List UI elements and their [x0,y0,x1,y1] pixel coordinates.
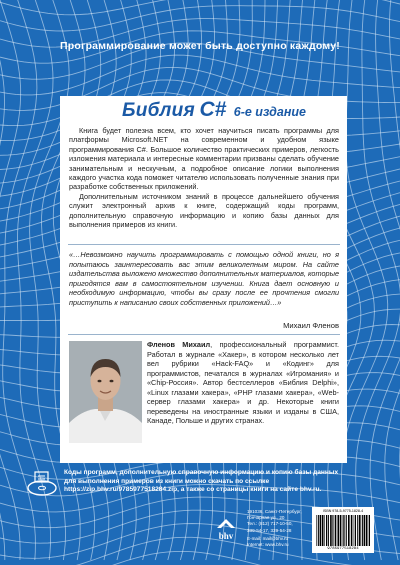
book-title [94,98,334,122]
address-line: 191036, Санкт-Петербург, [247,509,302,514]
barcode-bar [369,515,370,546]
barcode-area [312,507,374,553]
publisher-email: E-mail: mail@bhv.ru [247,535,289,541]
barcode-bar [355,515,356,546]
divider-top [68,244,340,245]
description-paragraph-2: Дополнительным источником знаний в процессе дальнейшего обучения служит электронный архив к книге, содержащий коды программ, дополнительную справочную информацию и копию базы данных для выполнения примеров из книги. [69,191,339,230]
title-main: Библия [122,100,195,121]
barcode-bar [338,515,340,546]
barcode-bar [340,515,342,546]
book-description [69,126,339,229]
barcode-bar [324,515,325,546]
barcode-bar [332,515,333,546]
bhv-logo-icon [215,518,237,542]
barcode-bar [348,515,350,546]
barcode-bar [366,515,368,546]
barcode-bar [326,515,327,546]
title-edition: 6-е издание [233,105,306,119]
author-name: Фленов Михаил [147,340,211,349]
grid-line [0,0,5,560]
publisher-address [247,509,307,548]
barcode-bar [318,515,319,546]
barcode-bar [322,515,324,546]
publisher-website: Internet: www.bhv.ru [247,542,289,548]
divider-bottom [68,334,340,335]
author-photo [69,341,142,443]
cover-slogan: Программирование может быть доступно каждому! [60,40,340,52]
title-language: C# [199,98,227,121]
barcode-number: 9785977518284 [327,547,359,551]
cd-disc-icon [26,468,58,498]
barcode-bar [344,515,345,546]
author-bio [147,340,339,426]
grid-line [0,551,400,565]
author-quote: «…Невозможно научить программировать с помощью одной книги, но я попытаюсь заинтересовать вас этим великолепным миром. На сайте издательства выложено множество дополнительных материалов, которые пригодятся вам в самостоятельном изучении. Книга дает основную и необходимую информацию, чтобы вы сразу после ее прочтения смогли приступить к написанию своих собственных приложений…» [69,250,339,307]
barcode-bar [343,515,344,546]
address-line: Тел.: (812) 717-10-50, [247,521,293,527]
author-bio-text: , профессиональный программист. Работал в журнале «Хакер», в котором несколько лет вел рубрики «Hack-FAQ» и «Кодинг» для программистов, печатался в журналах «Игромания» и «Chip-Россия». Автор бестселлеров «Библия Delphi», «Linux глазами хакера», «PHP глазами хакера», «Web-сервер глазами хакера» и др. Некоторые книги переведены на иностранные языки и изданы в США, Канаде, Польше и других странах. [147,340,339,425]
logo-text: bhv [218,531,234,541]
barcode-bar [354,515,355,546]
barcode-bar [359,515,361,546]
barcode [316,515,370,546]
address-line: 339-54-17, 339-54-28 [247,527,292,533]
isbn-text: ISBN 978-5-9775-1828-4 [322,509,364,513]
barcode-bar [335,515,337,546]
barcode-bar [330,515,332,546]
barcode-bar [346,515,347,546]
download-note: Коды программ, дополнительную справочную информацию и копию базы данных для выполнения примеров из книги можно скачать по ссылке https://zip.bhv.ru/9785977518284.zip, а также со страницы книги на сайте bhv.ru. [64,469,339,494]
description-paragraph-1: Книга будет полезна всем, кто хочет научиться писать программы для платформы Microsoft.NET на современном и удобном языке программирования C#. Большое количество практических примеров, легкость изложения материала и интересные комментарии призваны сделать обучение занимательным и нескучным, а подробное описание логики выполнения каждого участка кода поможет читателю использовать полученные знания при разработке собственных приложений. [69,126,339,192]
barcode-bar [362,515,363,546]
barcode-bar [364,515,366,546]
grid-line [0,0,400,15]
barcode-bar [328,515,329,546]
address-line: Гончарная ул., 20 [247,515,285,521]
quote-author: Михаил Фленов [283,321,339,330]
barcode-bar [320,515,322,546]
barcode-bar [357,515,358,546]
barcode-bar [316,515,317,546]
barcode-bar [351,515,353,546]
